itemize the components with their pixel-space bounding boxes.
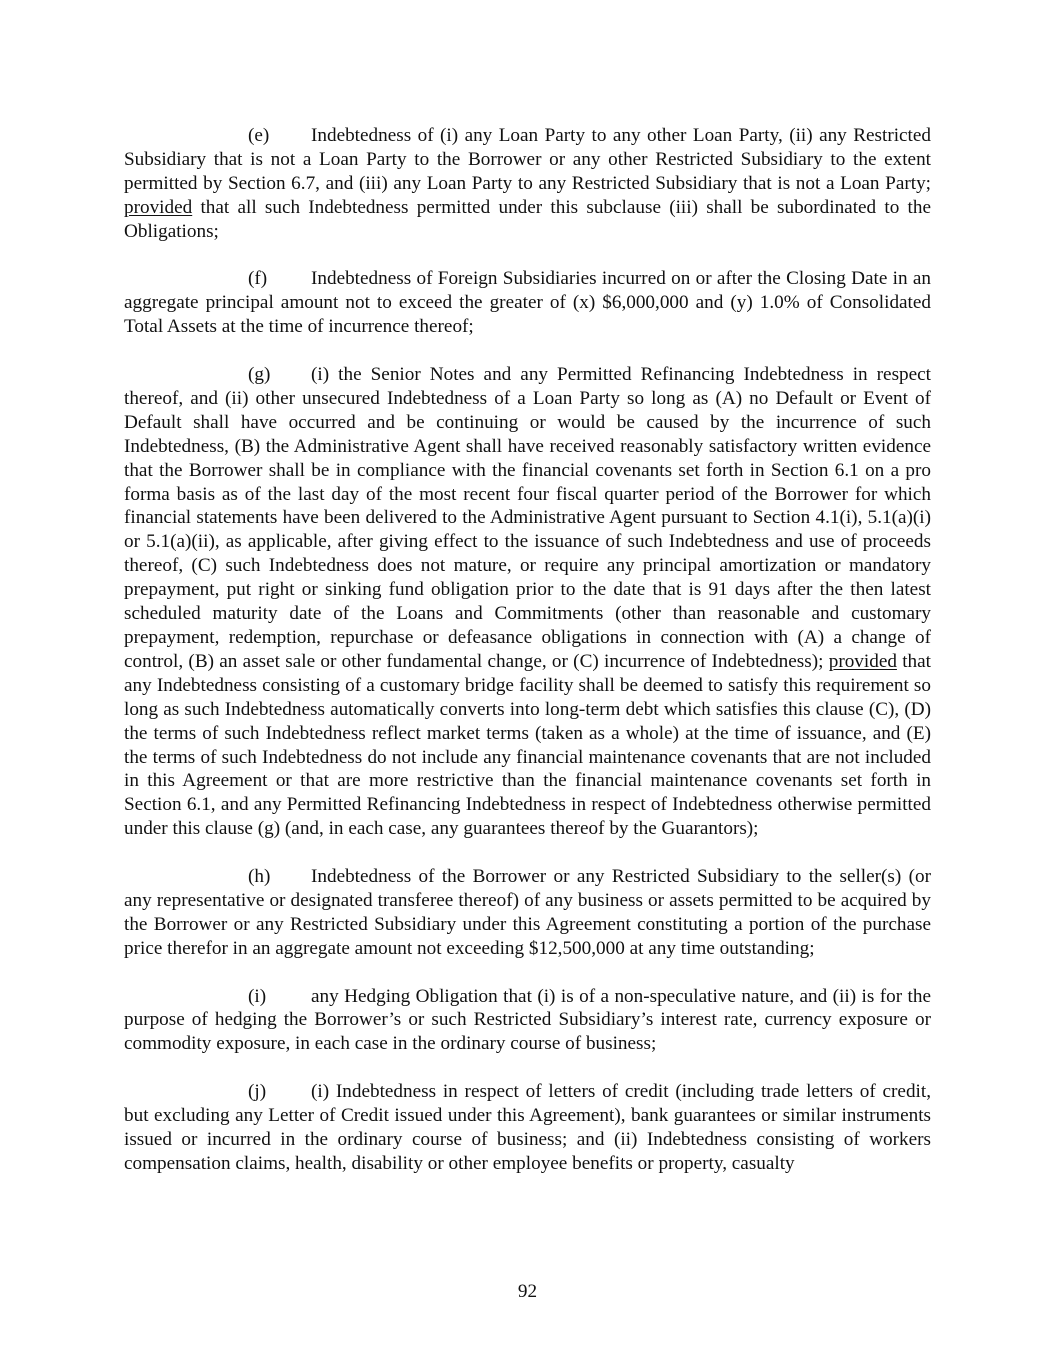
clause-h [124,865,931,961]
clause-label: (e) [248,125,270,146]
clause-text: that any Indebtedness consisting of a customary bridge facility shall be deemed to satisfy this requirement so long as such Indebtedness automatically converts into long-term debt which satisfies this clause (C), (D) the terms of such Indebtedness reflect market terms (taken as a whole) at the time of issuance, and (E) the terms of such Indebtedness do not include any financial maintenance covenants that are not included in this Agreement or that are more restrictive than the financial maintenance covenants set forth in Section 6.1, and any Permitted Refinancing Indebtedness in respect of Indebtedness otherwise permitted under this clause (g) (and, in each case, any guarantees thereof by the Guarantors); [124,650,931,840]
clause-f [124,267,931,339]
clause-e [124,124,931,244]
provided-term: provided [124,196,193,218]
clause-label: (i) [248,985,267,1007]
clause-label: (g) [248,364,271,386]
clause-text: (i) the Senior Notes and any Permitted Refinancing Indebtedness in respect thereof, and (ii) other unsecured Indebtedness of a Loan Party so long as (A) no Default or Event of Default shall have occurred and be continuing or would be caused by the incurrence of such Indebtedness, (B) the Administrative Agent shall have received reasonably satisfactory written evidence that the Borrower shall be in compliance with the financial covenants set forth in Section 6.1 on a pro forma basis as of the last day of the most recent four fiscal quarter period of the Borrower for which financial statements have been delivered to the Administrative Agent pursuant to Section 4.1(i), 5.1(a)(i) or 5.1(a)(ii), as applicable, after giving effect to the issuance of such Indebtedness and use of proceeds thereof, (C) such Indebtedness does not mature, or require any principal amortization or mandatory prepayment, put right or sinking fund obligation prior to the date that is 91 days after the then latest scheduled maturity date of the Loans and Commitments (other than reasonable and customary prepayment, redemption, repurchase or defeasance obligations in connection with (A) a change of control, (B) an asset sale or other fundamental change, or (C) incurrence of Indebtedness); [124,364,931,672]
document-page [124,124,931,1200]
provided-term: provided [828,650,897,672]
clause-text: any Hedging Obligation that (i) is of a non-speculative nature, and (ii) is for the purpose of hedging the Borrower’s or such Restricted Subsidiary’s interest rate, currency exposure or commodity exposure, in each case in the ordinary course of business; [124,985,931,1055]
clause-i [124,985,931,1057]
clause-g [124,363,931,841]
clause-text: (i) Indebtedness in respect of letters of credit (including trade letters of credit, but excluding any Letter of Credit issued under this Agreement), bank guarantees or similar instruments issued or incurred in the ordinary course of business; and (ii) Indebtedness consisting of workers compensation claims, health, disability or other employee benefits or property, casualty [124,1081,931,1174]
clause-text: Indebtedness of Foreign Subsidiaries incurred on or after the Closing Date in an aggregate principal amount not to exceed the greater of (x) $6,000,000 and (y) 1.0% of Consolidated Total Assets at the time of incurrence thereof; [124,268,931,338]
clause-label: (h) [248,866,271,888]
clause-label: (f) [248,268,268,290]
clause-label: (j) [248,1081,267,1103]
clause-text: Indebtedness of the Borrower or any Restricted Subsidiary to the seller(s) (or any representative or designated transferee thereof) of any business or assets permitted to be acquired by the Borrower or any Restricted Subsidiary under this Agreement constituting a portion of the purchase price therefor in an aggregate amount not exceeding $12,500,000 at any time outstanding; [124,866,931,959]
page-number: 92 [517,1281,538,1302]
clause-text: that all such Indebtedness permitted under this subclause (iii) shall be subordinated to the Obligations; [124,196,931,242]
clause-j [124,1080,931,1176]
clause-text: Indebtedness of (i) any Loan Party to any other Loan Party, (ii) any Restricted Subsidiary that is not a Loan Party to the Borrower or any other Restricted Subsidiary to the extent permitted by Section 6.7, and (iii) any Loan Party to any Restricted Subsidiary that is not a Loan Party; [124,125,931,194]
